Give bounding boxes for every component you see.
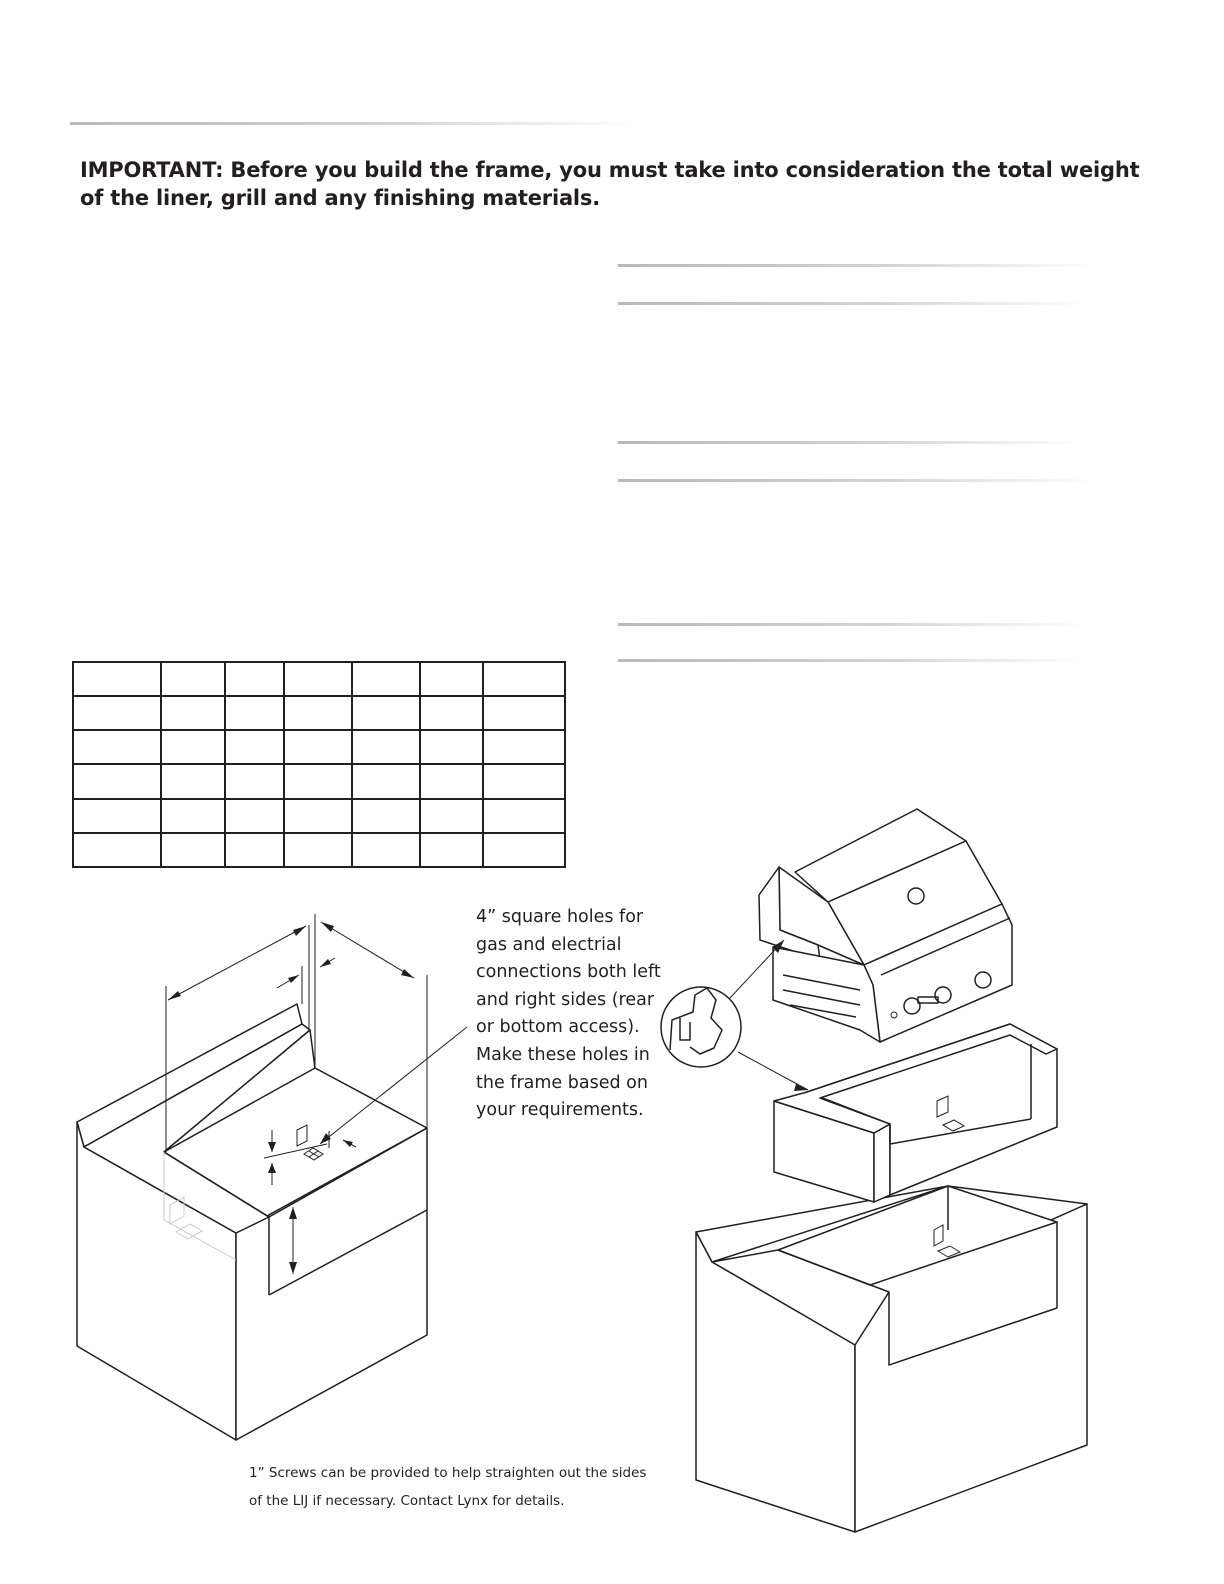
screws-note: 1” Screws can be provided to help straighten out the sides of the LIJ if necessary. Contact Lynx for details. — [249, 1465, 647, 1509]
grill — [759, 809, 1012, 1042]
callout-arrow — [794, 1084, 808, 1091]
liner-side — [874, 1124, 890, 1202]
square-holes-note: 4” square holes for gas and electrial connections both left and right sides (rear or bottom access). Make these holes in the frame based on your requirements. — [476, 907, 661, 1121]
hood-handle-knob — [908, 888, 924, 904]
detail-circle — [661, 987, 741, 1067]
important-notice: IMPORTANT: Before you build the frame, you must take into consideration the total weight of the liner, grill and any finishing materials. — [80, 158, 1140, 210]
control-knob — [975, 972, 991, 988]
liner — [774, 1024, 1057, 1202]
callout-leader — [738, 1052, 808, 1090]
island-frame — [696, 1186, 1087, 1532]
